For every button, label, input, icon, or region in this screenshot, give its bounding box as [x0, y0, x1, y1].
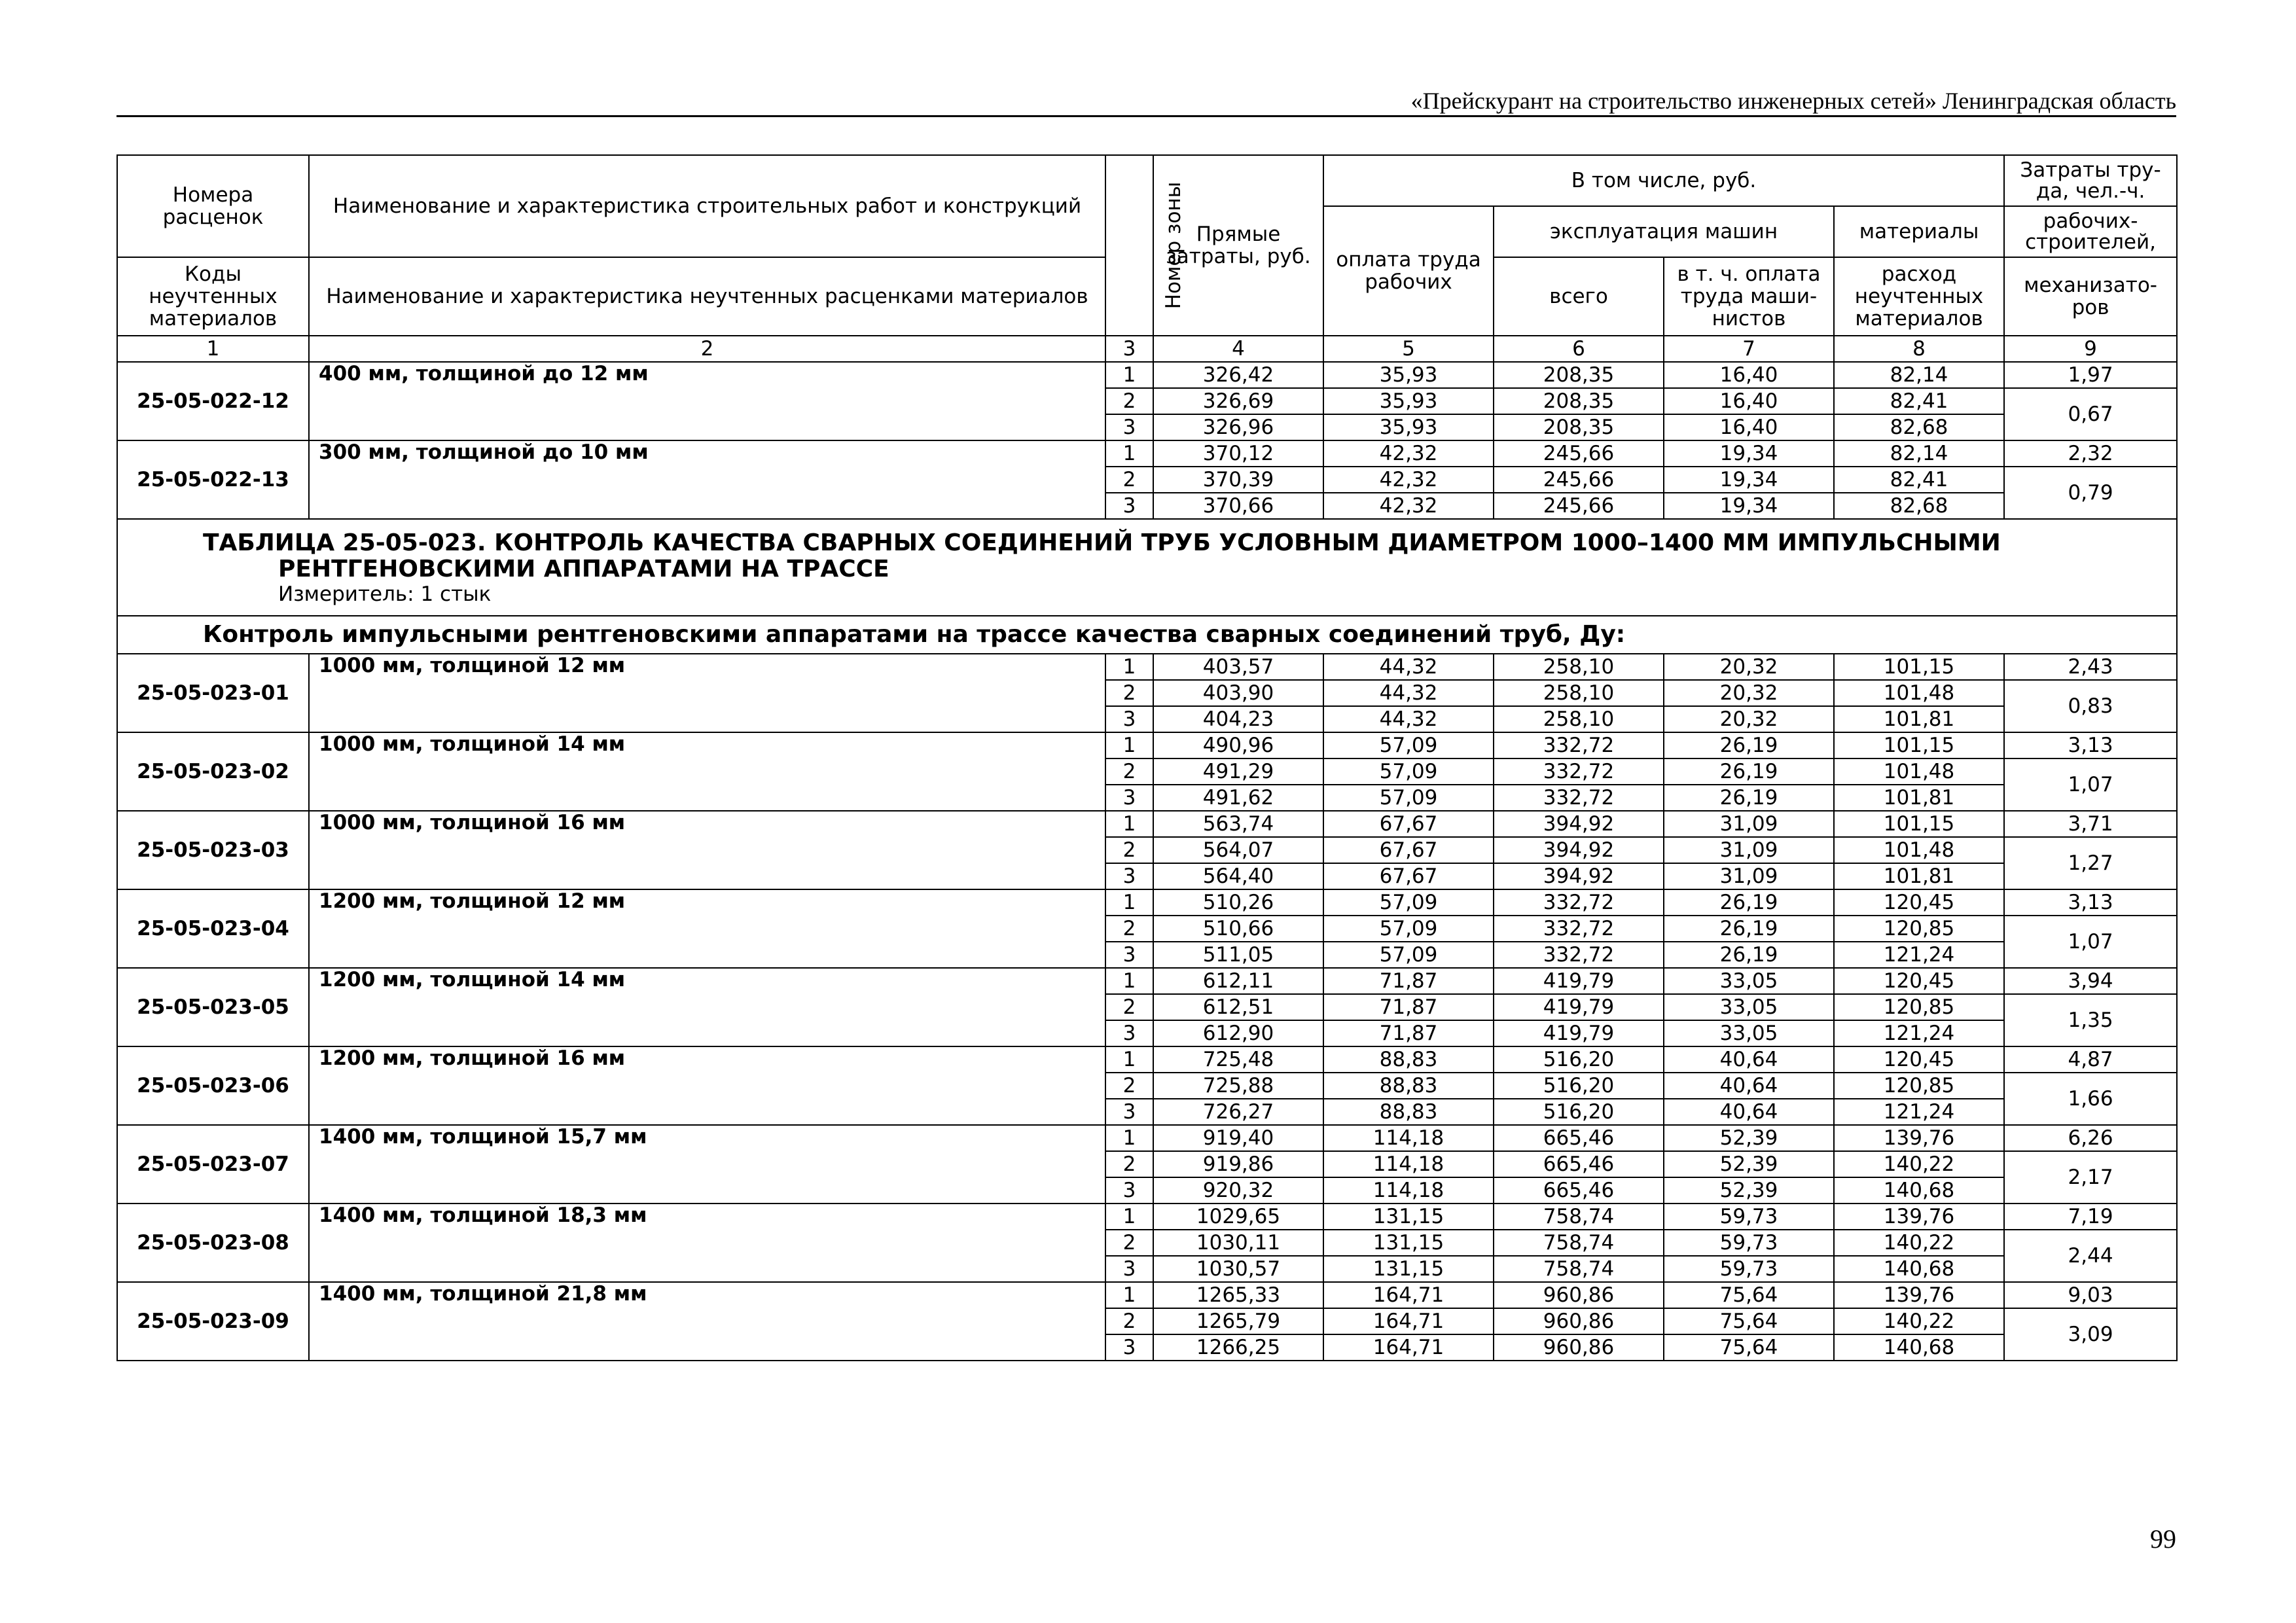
labor-pay: 35,93 — [1323, 414, 1494, 440]
materials: 120,85 — [1834, 1073, 2004, 1099]
labor-pay: 164,71 — [1323, 1282, 1494, 1308]
materials: 82,41 — [1834, 388, 2004, 414]
section-title-line2: РЕНТГЕНОВСКИМИ АППАРАТАМИ НА ТРАССЕ — [278, 556, 889, 582]
labor-workers: 2,32 — [2004, 440, 2177, 467]
zone-number: 2 — [1105, 680, 1153, 706]
machines-operators: 40,64 — [1664, 1099, 1834, 1125]
machines-total: 332,72 — [1494, 942, 1664, 968]
machines-operators: 26,19 — [1664, 889, 1834, 916]
direct-costs: 1030,11 — [1153, 1230, 1323, 1256]
labor-pay: 131,15 — [1323, 1230, 1494, 1256]
labor-mech: 1,07 — [2004, 916, 2177, 968]
materials: 140,68 — [1834, 1256, 2004, 1282]
machines-total: 208,35 — [1494, 388, 1664, 414]
direct-costs: 1265,33 — [1153, 1282, 1323, 1308]
rate-code: 25-05-023-03 — [117, 811, 309, 889]
zone-number: 2 — [1105, 916, 1153, 942]
zone-number: 3 — [1105, 493, 1153, 519]
direct-costs: 403,57 — [1153, 654, 1323, 680]
zone-number: 3 — [1105, 942, 1153, 968]
table-header — [117, 155, 2177, 362]
header-unaccounted-names: Наименование и характеристика неучтенных расценками материалов — [309, 257, 1105, 336]
table-body-after — [117, 654, 2177, 1361]
rate-description: 400 мм, толщиной до 12 мм — [309, 362, 1105, 440]
direct-costs: 510,66 — [1153, 916, 1323, 942]
column-number: 5 — [1323, 336, 1494, 362]
labor-pay: 42,32 — [1323, 440, 1494, 467]
machines-total: 332,72 — [1494, 785, 1664, 811]
header-work-name: Наименование и характеристика строительных работ и конструкций — [309, 155, 1105, 257]
rate-code: 25-05-022-12 — [117, 362, 309, 440]
column-number: 1 — [117, 336, 309, 362]
header-labor-workers: рабочих-строителей, — [2004, 206, 2177, 257]
zone-number: 1 — [1105, 1125, 1153, 1151]
zone-number: 2 — [1105, 388, 1153, 414]
machines-operators: 16,40 — [1664, 414, 1834, 440]
labor-pay: 57,09 — [1323, 732, 1494, 758]
materials: 101,81 — [1834, 706, 2004, 732]
header-materials: материалы — [1834, 206, 2004, 257]
table-row — [117, 654, 2177, 680]
header-including: В том числе, руб. — [1323, 155, 2004, 206]
materials: 101,81 — [1834, 785, 2004, 811]
table-row — [117, 1204, 2177, 1230]
zone-number: 3 — [1105, 863, 1153, 889]
labor-pay: 35,93 — [1323, 388, 1494, 414]
labor-pay: 164,71 — [1323, 1308, 1494, 1334]
section-title-cell — [117, 519, 2177, 616]
labor-workers: 3,13 — [2004, 889, 2177, 916]
labor-pay: 114,18 — [1323, 1177, 1494, 1204]
materials: 140,68 — [1834, 1334, 2004, 1361]
materials: 139,76 — [1834, 1282, 2004, 1308]
zone-number: 1 — [1105, 811, 1153, 837]
labor-pay: 57,09 — [1323, 889, 1494, 916]
labor-workers: 3,71 — [2004, 811, 2177, 837]
direct-costs: 725,48 — [1153, 1046, 1323, 1073]
materials: 140,68 — [1834, 1177, 2004, 1204]
direct-costs: 920,32 — [1153, 1177, 1323, 1204]
labor-pay: 164,71 — [1323, 1334, 1494, 1361]
labor-workers: 6,26 — [2004, 1125, 2177, 1151]
labor-workers: 3,13 — [2004, 732, 2177, 758]
materials: 121,24 — [1834, 1020, 2004, 1046]
table-row — [117, 889, 2177, 916]
zone-number: 3 — [1105, 706, 1153, 732]
machines-operators: 26,19 — [1664, 732, 1834, 758]
machines-operators: 40,64 — [1664, 1046, 1834, 1073]
rate-description: 1400 мм, толщиной 18,3 мм — [309, 1204, 1105, 1282]
machines-total: 665,46 — [1494, 1151, 1664, 1177]
column-number: 3 — [1105, 336, 1153, 362]
direct-costs: 919,40 — [1153, 1125, 1323, 1151]
machines-total: 758,74 — [1494, 1256, 1664, 1282]
machines-total: 245,66 — [1494, 493, 1664, 519]
zone-number: 1 — [1105, 362, 1153, 388]
labor-mech: 0,79 — [2004, 467, 2177, 519]
materials: 101,15 — [1834, 732, 2004, 758]
zone-number: 2 — [1105, 1073, 1153, 1099]
direct-costs: 510,26 — [1153, 889, 1323, 916]
rate-description: 1200 мм, толщиной 14 мм — [309, 968, 1105, 1046]
direct-costs: 564,07 — [1153, 837, 1323, 863]
labor-pay: 71,87 — [1323, 968, 1494, 994]
header-rate-numbers: Номера расценок — [117, 155, 309, 257]
zone-number: 3 — [1105, 785, 1153, 811]
materials: 139,76 — [1834, 1125, 2004, 1151]
direct-costs: 370,39 — [1153, 467, 1323, 493]
labor-mech: 0,67 — [2004, 388, 2177, 440]
header-zone-number — [1105, 155, 1186, 336]
rate-description: 1400 мм, толщиной 15,7 мм — [309, 1125, 1105, 1204]
machines-operators: 40,64 — [1664, 1073, 1834, 1099]
header-labor-costs: Затраты тру-да, чел.-ч. — [2004, 155, 2177, 206]
machines-operators: 20,32 — [1664, 706, 1834, 732]
machines-total: 394,92 — [1494, 811, 1664, 837]
machines-total: 665,46 — [1494, 1177, 1664, 1204]
zone-number: 3 — [1105, 1256, 1153, 1282]
running-header: «Прейскурант на строительство инженерных сетей» Ленинградская область — [1410, 88, 2176, 114]
machines-operators: 59,73 — [1664, 1204, 1834, 1230]
machines-total: 258,10 — [1494, 654, 1664, 680]
machines-total: 758,74 — [1494, 1204, 1664, 1230]
labor-pay: 71,87 — [1323, 1020, 1494, 1046]
column-number: 8 — [1834, 336, 2004, 362]
labor-mech: 1,27 — [2004, 837, 2177, 889]
zone-number: 3 — [1105, 414, 1153, 440]
machines-operators: 31,09 — [1664, 837, 1834, 863]
table-row — [117, 732, 2177, 758]
rate-code: 25-05-022-13 — [117, 440, 309, 519]
machines-total: 258,10 — [1494, 680, 1664, 706]
machines-operators: 31,09 — [1664, 863, 1834, 889]
labor-pay: 35,93 — [1323, 362, 1494, 388]
zone-number: 3 — [1105, 1334, 1153, 1361]
direct-costs: 1265,79 — [1153, 1308, 1323, 1334]
labor-mech: 2,17 — [2004, 1151, 2177, 1204]
labor-mech: 1,66 — [2004, 1073, 2177, 1125]
header-materials-unaccounted: расход неучтенных материалов — [1834, 257, 2004, 336]
machines-total: 332,72 — [1494, 732, 1664, 758]
header-machines-total: всего — [1494, 257, 1664, 336]
labor-pay: 57,09 — [1323, 942, 1494, 968]
materials: 120,45 — [1834, 889, 2004, 916]
materials: 101,15 — [1834, 811, 2004, 837]
rate-code: 25-05-023-02 — [117, 732, 309, 811]
machines-operators: 31,09 — [1664, 811, 1834, 837]
rate-description: 1000 мм, толщиной 16 мм — [309, 811, 1105, 889]
table-row — [117, 362, 2177, 388]
column-number: 4 — [1153, 336, 1323, 362]
machines-operators: 16,40 — [1664, 388, 1834, 414]
direct-costs: 1030,57 — [1153, 1256, 1323, 1282]
zone-number: 2 — [1105, 1151, 1153, 1177]
zone-number: 1 — [1105, 654, 1153, 680]
materials: 120,85 — [1834, 994, 2004, 1020]
labor-mech: 1,35 — [2004, 994, 2177, 1046]
column-number: 6 — [1494, 336, 1664, 362]
zone-number: 2 — [1105, 837, 1153, 863]
zone-number: 1 — [1105, 732, 1153, 758]
labor-pay: 42,32 — [1323, 493, 1494, 519]
labor-workers: 2,43 — [2004, 654, 2177, 680]
machines-operators: 26,19 — [1664, 758, 1834, 785]
materials: 82,68 — [1834, 414, 2004, 440]
machines-total: 516,20 — [1494, 1073, 1664, 1099]
direct-costs: 490,96 — [1153, 732, 1323, 758]
labor-pay: 71,87 — [1323, 994, 1494, 1020]
rate-description: 1200 мм, толщиной 16 мм — [309, 1046, 1105, 1125]
labor-pay: 44,32 — [1323, 706, 1494, 732]
direct-costs: 370,12 — [1153, 440, 1323, 467]
zone-number: 1 — [1105, 1204, 1153, 1230]
machines-total: 960,86 — [1494, 1334, 1664, 1361]
labor-pay: 57,09 — [1323, 916, 1494, 942]
zone-number: 2 — [1105, 467, 1153, 493]
materials: 121,24 — [1834, 1099, 2004, 1125]
machines-total: 419,79 — [1494, 994, 1664, 1020]
machines-total: 332,72 — [1494, 916, 1664, 942]
direct-costs: 563,74 — [1153, 811, 1323, 837]
materials: 101,81 — [1834, 863, 2004, 889]
machines-operators: 52,39 — [1664, 1125, 1834, 1151]
materials: 101,48 — [1834, 837, 2004, 863]
materials: 82,14 — [1834, 440, 2004, 467]
labor-pay: 67,67 — [1323, 811, 1494, 837]
table-body-before — [117, 362, 2177, 519]
rate-code: 25-05-023-06 — [117, 1046, 309, 1125]
column-number: 2 — [309, 336, 1105, 362]
machines-operators: 19,34 — [1664, 440, 1834, 467]
machines-total: 245,66 — [1494, 467, 1664, 493]
direct-costs: 403,90 — [1153, 680, 1323, 706]
direct-costs: 404,23 — [1153, 706, 1323, 732]
zone-number: 1 — [1105, 889, 1153, 916]
labor-mech: 2,44 — [2004, 1230, 2177, 1282]
machines-operators: 33,05 — [1664, 994, 1834, 1020]
labor-workers: 7,19 — [2004, 1204, 2177, 1230]
machines-operators: 59,73 — [1664, 1230, 1834, 1256]
materials: 120,45 — [1834, 968, 2004, 994]
table-row — [117, 440, 2177, 467]
machines-operators: 75,64 — [1664, 1282, 1834, 1308]
rate-code: 25-05-023-04 — [117, 889, 309, 968]
rate-description: 1000 мм, толщиной 12 мм — [309, 654, 1105, 732]
machines-total: 758,74 — [1494, 1230, 1664, 1256]
header-row-1 — [117, 155, 2177, 206]
rate-description: 1000 мм, толщиной 14 мм — [309, 732, 1105, 811]
zone-number: 1 — [1105, 968, 1153, 994]
machines-operators: 33,05 — [1664, 968, 1834, 994]
price-table — [117, 154, 2178, 1361]
materials: 82,14 — [1834, 362, 2004, 388]
section-header — [117, 519, 2177, 654]
machines-total: 394,92 — [1494, 863, 1664, 889]
rate-code: 25-05-023-09 — [117, 1282, 309, 1361]
direct-costs: 612,11 — [1153, 968, 1323, 994]
rate-description: 1400 мм, толщиной 21,8 мм — [309, 1282, 1105, 1361]
table-row — [117, 1125, 2177, 1151]
materials: 101,48 — [1834, 680, 2004, 706]
zone-number: 2 — [1105, 1230, 1153, 1256]
machines-total: 516,20 — [1494, 1046, 1664, 1073]
page-number: 99 — [2150, 1524, 2176, 1554]
machines-operators: 75,64 — [1664, 1308, 1834, 1334]
machines-total: 332,72 — [1494, 758, 1664, 785]
machines-total: 960,86 — [1494, 1282, 1664, 1308]
section-subtitle: Контроль импульсными рентгеновскими аппаратами на трассе качества сварных соединений труб, Ду: — [117, 616, 2177, 654]
direct-costs: 1029,65 — [1153, 1204, 1323, 1230]
header-zone-label: Номер зоны — [1162, 181, 1186, 310]
labor-pay: 67,67 — [1323, 863, 1494, 889]
labor-mech: 1,07 — [2004, 758, 2177, 811]
machines-operators: 20,32 — [1664, 680, 1834, 706]
machines-total: 516,20 — [1494, 1099, 1664, 1125]
materials: 140,22 — [1834, 1230, 2004, 1256]
zone-number: 3 — [1105, 1099, 1153, 1125]
labor-workers: 4,87 — [2004, 1046, 2177, 1073]
labor-mech: 0,83 — [2004, 680, 2177, 732]
direct-costs: 491,29 — [1153, 758, 1323, 785]
table-row — [117, 1046, 2177, 1073]
zone-number: 2 — [1105, 758, 1153, 785]
direct-costs: 612,90 — [1153, 1020, 1323, 1046]
zone-number: 2 — [1105, 1308, 1153, 1334]
rate-description: 1200 мм, толщиной 12 мм — [309, 889, 1105, 968]
rate-description: 300 мм, толщиной до 10 мм — [309, 440, 1105, 519]
direct-costs: 370,66 — [1153, 493, 1323, 519]
labor-workers: 1,97 — [2004, 362, 2177, 388]
zone-number: 1 — [1105, 440, 1153, 467]
zone-number: 1 — [1105, 1046, 1153, 1073]
direct-costs: 564,40 — [1153, 863, 1323, 889]
labor-pay: 67,67 — [1323, 837, 1494, 863]
materials: 140,22 — [1834, 1151, 2004, 1177]
machines-total: 394,92 — [1494, 837, 1664, 863]
column-number: 9 — [2004, 336, 2177, 362]
section-title-row — [117, 519, 2177, 616]
machines-operators: 19,34 — [1664, 493, 1834, 519]
labor-pay: 44,32 — [1323, 680, 1494, 706]
materials: 121,24 — [1834, 942, 2004, 968]
materials: 101,15 — [1834, 654, 2004, 680]
labor-pay: 57,09 — [1323, 785, 1494, 811]
labor-pay: 114,18 — [1323, 1125, 1494, 1151]
header-direct-costs: Прямые затраты, руб. — [1153, 155, 1323, 336]
table-row — [117, 811, 2177, 837]
machines-total: 960,86 — [1494, 1308, 1664, 1334]
direct-costs: 326,42 — [1153, 362, 1323, 388]
zone-number: 1 — [1105, 1282, 1153, 1308]
header-labor-pay: оплата труда рабочих — [1323, 206, 1494, 336]
direct-costs: 491,62 — [1153, 785, 1323, 811]
labor-pay: 114,18 — [1323, 1151, 1494, 1177]
labor-pay: 57,09 — [1323, 758, 1494, 785]
labor-pay: 88,83 — [1323, 1099, 1494, 1125]
header-machines: эксплуатация машин — [1494, 206, 1834, 257]
labor-pay: 88,83 — [1323, 1073, 1494, 1099]
section-subtitle-row — [117, 616, 2177, 654]
zone-number: 2 — [1105, 994, 1153, 1020]
table-row — [117, 968, 2177, 994]
machines-operators: 26,19 — [1664, 785, 1834, 811]
direct-costs: 725,88 — [1153, 1073, 1323, 1099]
labor-pay: 44,32 — [1323, 654, 1494, 680]
labor-workers: 9,03 — [2004, 1282, 2177, 1308]
machines-total: 665,46 — [1494, 1125, 1664, 1151]
column-number: 7 — [1664, 336, 1834, 362]
machines-operators: 75,64 — [1664, 1334, 1834, 1361]
zone-number: 3 — [1105, 1020, 1153, 1046]
machines-total: 419,79 — [1494, 1020, 1664, 1046]
machines-total: 419,79 — [1494, 968, 1664, 994]
direct-costs: 326,69 — [1153, 388, 1323, 414]
machines-operators: 26,19 — [1664, 916, 1834, 942]
materials: 101,48 — [1834, 758, 2004, 785]
direct-costs: 1266,25 — [1153, 1334, 1323, 1361]
section-title-line1: ТАБЛИЦА 25-05-023. КОНТРОЛЬ КАЧЕСТВА СВАРНЫХ СОЕДИНЕНИЙ ТРУБ УСЛОВНЫМ ДИАМЕТРОМ 1000–1400 ММ ИМПУЛЬСНЫМИ — [203, 529, 2001, 556]
header-machines-operators: в т. ч. оплата труда маши-нистов — [1664, 257, 1834, 336]
section-meter: Измеритель: 1 стык — [278, 582, 492, 606]
materials: 140,22 — [1834, 1308, 2004, 1334]
materials: 139,76 — [1834, 1204, 2004, 1230]
direct-costs: 726,27 — [1153, 1099, 1323, 1125]
header-rule — [117, 115, 2176, 117]
machines-operators: 33,05 — [1664, 1020, 1834, 1046]
machines-operators: 52,39 — [1664, 1151, 1834, 1177]
machines-operators: 16,40 — [1664, 362, 1834, 388]
direct-costs: 612,51 — [1153, 994, 1323, 1020]
rate-code: 25-05-023-05 — [117, 968, 309, 1046]
rate-code: 25-05-023-01 — [117, 654, 309, 732]
labor-pay: 131,15 — [1323, 1204, 1494, 1230]
header-labor-mech: механизато-ров — [2004, 257, 2177, 336]
materials: 82,68 — [1834, 493, 2004, 519]
machines-operators: 52,39 — [1664, 1177, 1834, 1204]
machines-total: 332,72 — [1494, 889, 1664, 916]
zone-number: 3 — [1105, 1177, 1153, 1204]
machines-total: 208,35 — [1494, 414, 1664, 440]
header-unaccounted-codes: Коды неучтенных материалов — [117, 257, 309, 336]
machines-total: 258,10 — [1494, 706, 1664, 732]
machines-operators: 20,32 — [1664, 654, 1834, 680]
machines-operators: 26,19 — [1664, 942, 1834, 968]
labor-pay: 88,83 — [1323, 1046, 1494, 1073]
direct-costs: 919,86 — [1153, 1151, 1323, 1177]
labor-pay: 131,15 — [1323, 1256, 1494, 1282]
labor-mech: 3,09 — [2004, 1308, 2177, 1361]
machines-operators: 19,34 — [1664, 467, 1834, 493]
materials: 120,85 — [1834, 916, 2004, 942]
table-row — [117, 1282, 2177, 1308]
labor-workers: 3,94 — [2004, 968, 2177, 994]
labor-pay: 42,32 — [1323, 467, 1494, 493]
materials: 120,45 — [1834, 1046, 2004, 1073]
direct-costs: 326,96 — [1153, 414, 1323, 440]
machines-operators: 59,73 — [1664, 1256, 1834, 1282]
header-column-numbers — [117, 336, 2177, 362]
machines-total: 245,66 — [1494, 440, 1664, 467]
machines-total: 208,35 — [1494, 362, 1664, 388]
rate-code: 25-05-023-07 — [117, 1125, 309, 1204]
direct-costs: 511,05 — [1153, 942, 1323, 968]
rate-code: 25-05-023-08 — [117, 1204, 309, 1282]
materials: 82,41 — [1834, 467, 2004, 493]
